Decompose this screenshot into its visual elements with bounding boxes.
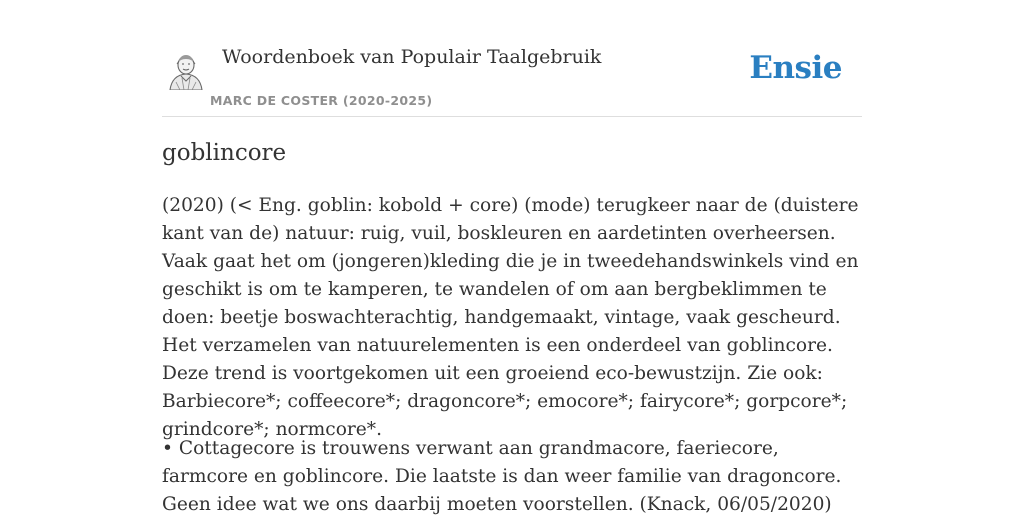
- author-name[interactable]: MARC DE COSTER (2020-2025): [210, 93, 433, 108]
- author-portrait-icon: [168, 52, 204, 90]
- brand-logo[interactable]: Ensie: [749, 50, 842, 86]
- site-header: [162, 40, 862, 117]
- dictionary-title[interactable]: Woordenboek van Populair Taalgebruik: [222, 46, 602, 68]
- entry-headword: goblincore: [162, 140, 287, 166]
- entry-definition: (2020) (< Eng. goblin: kobold + core) (mode) terugkeer naar de (duistere kant van de) natuur: ruig, vuil, boskleuren en aardetinten overheersen. Vaak gaat het om (jongeren)kleding die je in tweedehandswinkels vind en geschikt is om te kamperen, te wandelen of om aan bergbeklimmen te doen: beetje boswachterachtig, handgemaakt, vintage, vaak gescheurd. Het verzamelen van natuurelementen is een onderdeel van goblincore. Deze trend is voortgekomen uit een groeiend eco-bewustzijn. Zie ook: Barbiecore*; coffeecore*; dragoncore*; emocore*; fairycore*; gorpcore*; grindcore*; normcore*.: [162, 195, 859, 440]
- entry-quote: • Cottagecore is trouwens verwant aan grandmacore, faeriecore, farmcore en goblincore. Die laatste is dan weer familie van dragoncore. Geen idee wat we ons daarbij moeten voorstellen. (Knack, 06/05/2020): [162, 438, 842, 515]
